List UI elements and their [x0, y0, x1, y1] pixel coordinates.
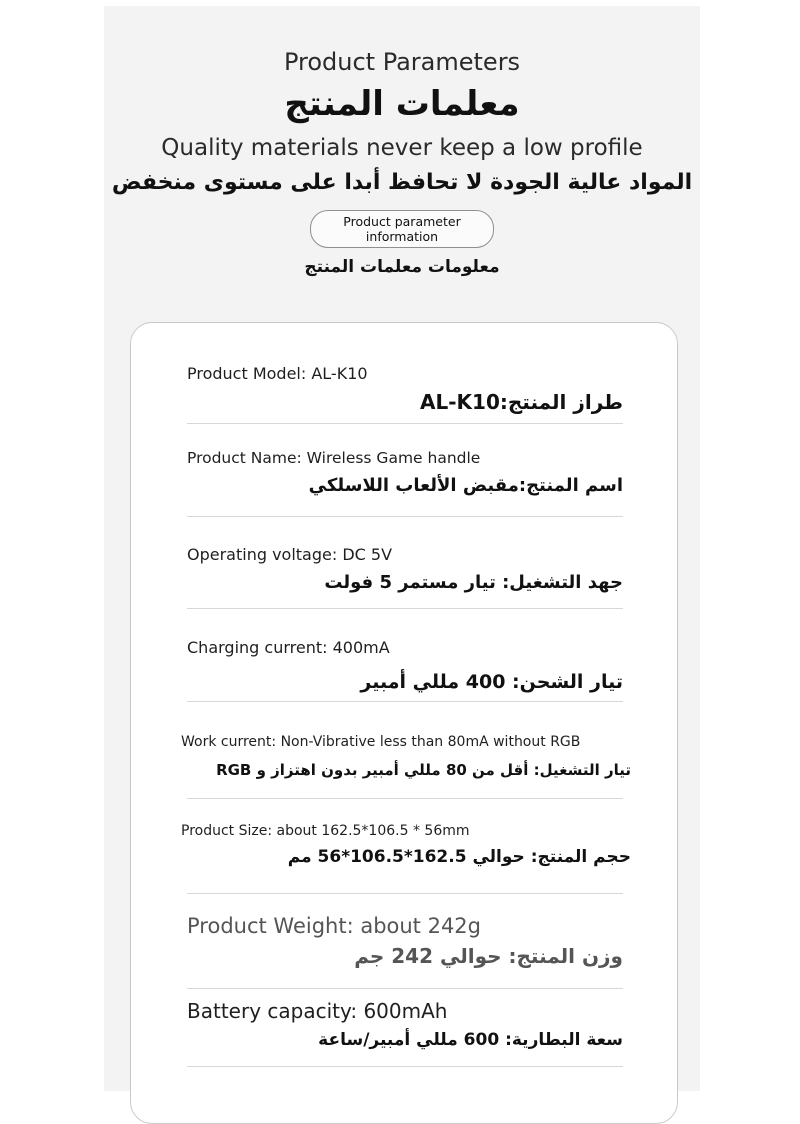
param-row-work-current	[181, 732, 631, 784]
param-label-arabic: تيار الشحن: 400 مللي أمبير	[360, 671, 623, 693]
header	[104, 44, 700, 280]
param-label: Battery capacity: 600mAh	[187, 999, 448, 1023]
param-row-model	[187, 363, 623, 417]
divider	[187, 893, 623, 894]
param-label: Operating voltage: DC 5V	[187, 545, 393, 564]
divider	[187, 701, 623, 702]
parameter-info-badge-arabic: معلومات معلمات المنتج	[304, 257, 500, 277]
param-row-weight	[187, 911, 623, 971]
param-row-battery	[187, 996, 623, 1054]
param-label: Product Size: about 162.5*106.5 * 56mm	[181, 823, 470, 839]
param-label: Charging current: 400mA	[187, 638, 390, 657]
param-label: Product Model: AL-K10	[187, 364, 368, 383]
divider	[187, 608, 623, 609]
page-title-arabic: معلمات المنتج	[284, 84, 520, 124]
param-row-name	[187, 447, 623, 501]
page-subtitle: Quality materials never keep a low profile	[161, 135, 643, 161]
param-label-arabic: حجم المنتج: حوالي 162.5*106.5*56 مم	[287, 847, 631, 867]
divider	[187, 798, 623, 799]
param-label: Work current: Non-Vibrative less than 80mA without RGB	[181, 734, 581, 750]
page-subtitle-arabic: المواد عالية الجودة لا تحافظ أبدا على مستوى منخفض	[111, 170, 693, 195]
param-row-size	[181, 821, 631, 871]
param-label-arabic: اسم المنتج:مقبض الألعاب اللاسلكي	[308, 475, 623, 496]
divider	[187, 1066, 623, 1067]
parameters-card	[130, 322, 678, 1124]
divider	[187, 516, 623, 517]
param-row-voltage	[187, 544, 623, 598]
param-label: Product Weight: about 242g	[187, 914, 481, 938]
param-label: Product Name: Wireless Game handle	[187, 449, 481, 467]
parameter-info-badge: Product parameter information	[310, 210, 494, 248]
divider	[187, 988, 623, 989]
param-label-arabic: وزن المنتج: حوالي 242 جم	[354, 944, 623, 968]
param-label-arabic: تيار التشغيل: أقل من 80 مللي أمبير بدون اهتزاز و RGB	[216, 761, 631, 779]
param-label-arabic: طراز المنتج:AL-K10	[420, 390, 623, 414]
param-label-arabic: سعة البطارية: 600 مللي أمبير/ساعة	[318, 1030, 623, 1050]
divider	[187, 423, 623, 424]
page-title: Product Parameters	[283, 48, 521, 76]
param-row-charging	[187, 637, 623, 697]
param-label-arabic: جهد التشغيل: تيار مستمر 5 فولت	[324, 572, 623, 593]
